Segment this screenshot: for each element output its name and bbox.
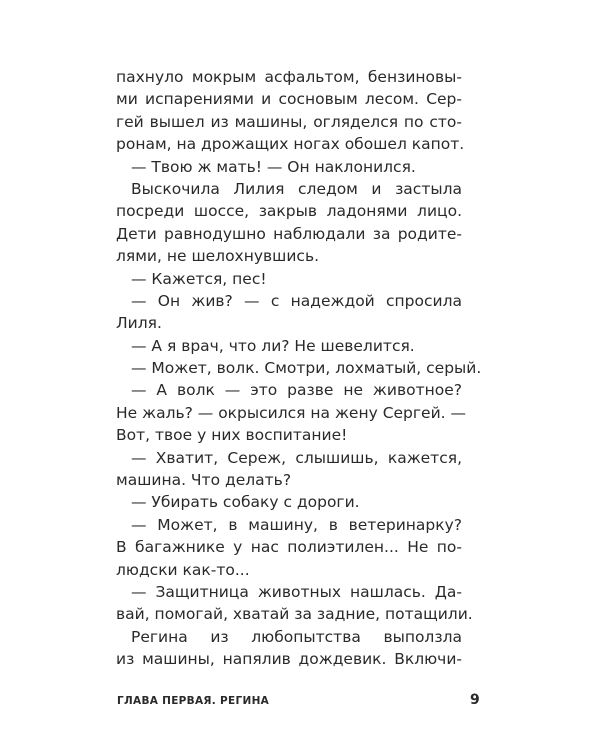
text-line: Регина из любопытства выползла <box>131 627 462 646</box>
text-line: людски как-то... <box>116 560 250 579</box>
text-line: — Хватит, Сереж, слышишь, кажется, <box>131 448 462 467</box>
text-line: Дети равнодушно наблюдали за родите- <box>116 224 462 243</box>
text-line: Выскочила Лилия следом и застыла <box>131 179 462 198</box>
text-line: В багажнике у нас полиэтилен... Не по- <box>116 538 462 557</box>
running-footer-chapter-title: ГЛАВА ПЕРВАЯ. РЕГИНА <box>117 695 270 707</box>
text-line: — Может, волк. Смотри, лохматый, серый. <box>131 359 482 378</box>
text-line: — Убирать собаку с дороги. <box>131 493 360 512</box>
text-line: — Может, в машину, в ветеринарку? <box>131 515 462 534</box>
text-line: ронам, на дрожащих ногах обошел капот. <box>116 135 465 154</box>
text-line: — Защитница животных нашлась. Да- <box>131 582 462 601</box>
text-line: вай, помогай, хватай за задние, потащили. <box>116 605 473 624</box>
text-line: — А я врач, что ли? Не шевелится. <box>131 336 415 355</box>
text-line: Вот, твое у них воспитание! <box>116 426 348 445</box>
text-line: ми испарениями и сосновым лесом. Сер- <box>116 90 462 109</box>
text-line: — А волк — это разве не животное? <box>131 381 462 400</box>
page-number: 9 <box>470 692 480 708</box>
text-line: из машины, напялив дождевик. Включи- <box>116 650 462 669</box>
text-line: машина. Что делать? <box>116 471 292 490</box>
text-line: — Он жив? — с надеждой спросила <box>131 291 462 310</box>
text-line: Не жаль? — окрысился на жену Сергей. — <box>116 403 466 422</box>
text-line: пахнуло мокрым асфальтом, бензиновы- <box>116 68 462 86</box>
text-line: гей вышел из машины, огляделся по сто- <box>116 112 462 131</box>
text-line: лями, не шелохнувшись. <box>116 247 320 266</box>
text-line: посреди шоссе, закрыв ладонями лицо. <box>116 202 462 221</box>
text-line: — Кажется, пес! <box>131 269 267 288</box>
text-line: — Твою ж мать! — Он наклонился. <box>131 157 416 176</box>
text-line: Лиля. <box>116 314 162 333</box>
body-text <box>116 66 482 671</box>
